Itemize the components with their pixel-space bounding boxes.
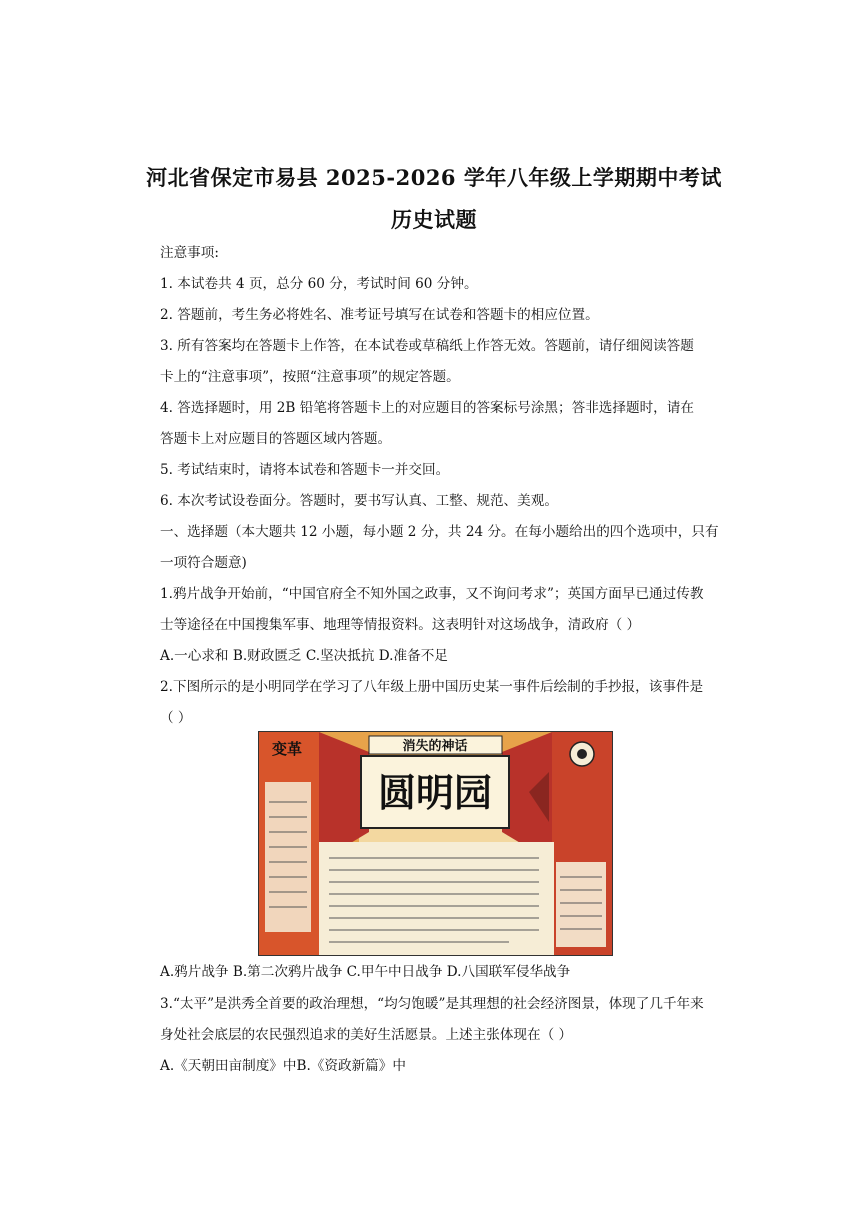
question-2-stem-cont: （ ） [160, 710, 192, 726]
section-heading: 一、选择题（本大题共 12 小题，每小题 2 分，共 24 分。在每小题给出的四个选项中，只有 [160, 524, 719, 540]
question-3-stem: 3.“太平”是洪秀全首要的政治理想，“均匀饱暖”是其理想的社会经济图景，体现了几千年来 [160, 996, 704, 1012]
exam-title: 河北省保定市易县 2025-2026 学年八年级上学期期中考试 [146, 165, 722, 190]
poster-side-text: 变革 [271, 740, 303, 758]
notice-item: 卡上的“注意事项”，按照“注意事项”的规定答题。 [160, 369, 460, 385]
notice-item: 答题卡上对应题目的答题区域内答题。 [160, 431, 392, 447]
notice-heading: 注意事项: [160, 245, 219, 261]
poster-main-text: 圆明园 [377, 770, 493, 815]
notice-item: 4. 答选择题时，用 2B 铅笔将答题卡上的对应题目的答案标号涂黑；答非选择题时，请在 [160, 400, 694, 416]
question-3-stem-cont: 身处社会底层的农民强烈追求的美好生活愿景。上述主张体现在（ ） [160, 1027, 573, 1043]
question-3-options: A.《天朝田亩制度》中B.《资政新篇》中 [160, 1058, 406, 1074]
question-2-stem: 2.下图所示的是小明同学在学习了八年级上册中国历史某一事件后绘制的手抄报，该事件是 [160, 679, 704, 695]
notice-item: 3. 所有答案均在答题卡上作答，在本试卷或草稿纸上作答无效。答题前，请仔细阅读答题 [160, 338, 694, 354]
notice-item: 6. 本次考试设卷面分。答题时，要书写认真、工整、规范、美观。 [160, 493, 558, 509]
question-1-stem: 1.鸦片战争开始前，“中国官府全不知外国之政事，又不询问考求”；英国方面早已通过传教 [160, 586, 704, 602]
section-heading-cont: 一项符合题意) [160, 555, 247, 571]
question-2-options: A.鸦片战争 B.第二次鸦片战争 C.甲午中日战争 D.八国联军侵华战争 [160, 964, 571, 980]
poster-top-text: 消失的神话 [402, 739, 468, 754]
poster-image [258, 731, 613, 956]
question-1-options: A.一心求和 B.财政匮乏 C.坚决抵抗 D.准备不足 [160, 648, 448, 664]
notice-item: 5. 考试结束时，请将本试卷和答题卡一并交回。 [160, 462, 450, 478]
notice-item: 2. 答题前，考生务必将姓名、准考证号填写在试卷和答题卡的相应位置。 [160, 307, 599, 323]
exam-subtitle: 历史试题 [391, 207, 477, 232]
notice-item: 1. 本试卷共 4 页，总分 60 分，考试时间 60 分钟。 [160, 276, 478, 292]
question-1-stem-cont: 士等途径在中国搜集军事、地理等情报资料。这表明针对这场战争，清政府（ ） [160, 617, 641, 633]
